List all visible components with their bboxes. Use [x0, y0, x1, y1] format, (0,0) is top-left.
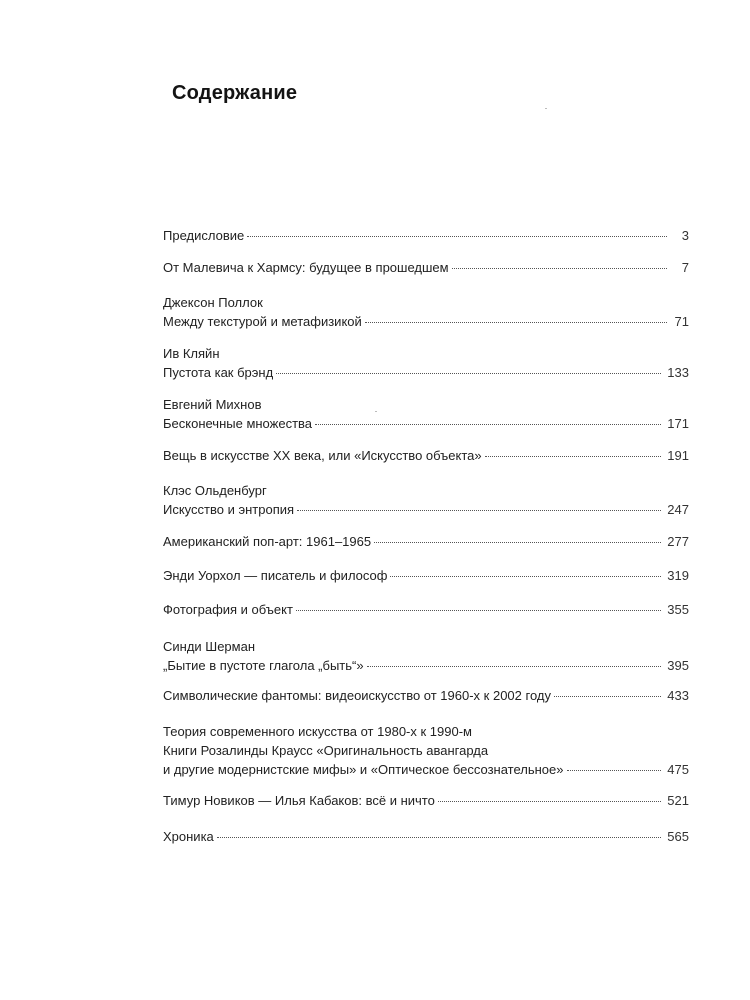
toc-entry-line [163, 827, 689, 846]
toc-entry-subline [163, 741, 689, 760]
toc-page-number: 3 [681, 228, 689, 243]
toc-page-number: 521 [667, 793, 689, 808]
dot-leader [554, 695, 661, 697]
toc-entry-line [163, 791, 689, 810]
dot-leader [217, 836, 662, 838]
toc-entry-line [163, 656, 689, 675]
toc-entry-title: Фотография и объект [163, 602, 293, 617]
toc-entry-author [163, 293, 689, 312]
toc-entry-title: Хроника [163, 829, 214, 844]
toc-page-number: 133 [667, 365, 689, 380]
dot-leader [390, 575, 661, 577]
toc-entry-line [163, 686, 689, 705]
toc-entry-subtitle: Книги Розалинды Краусс «Оригинальность авангарда [163, 743, 489, 758]
toc-page-number: 355 [667, 602, 689, 617]
toc-entry [163, 686, 689, 705]
dot-leader [452, 267, 667, 269]
dot-leader [485, 455, 662, 457]
toc-page-number: 191 [667, 448, 689, 463]
toc-entry [163, 344, 689, 382]
toc-entry-title: Символические фантомы: видеоискусство от 1960-х к 2002 году [163, 688, 551, 703]
toc-page-number: 565 [667, 829, 689, 844]
dot-leader [367, 665, 662, 667]
toc-entry-author [163, 481, 689, 500]
toc-entry-author-name: Евгений Михнов [163, 397, 262, 412]
toc-page-number: 171 [667, 416, 689, 431]
toc-entry-line [163, 226, 689, 245]
toc-entry-title: и другие модернистские мифы» и «Оптическое бессознательное» [163, 762, 564, 777]
toc-entry-line [163, 414, 689, 433]
toc-entry-heading [163, 722, 689, 741]
toc-page-number: 71 [674, 314, 689, 329]
toc-entry-line [163, 258, 689, 277]
toc-entry-title: Вещь в искусстве XX века, или «Искусство объекта» [163, 448, 482, 463]
toc-entry [163, 532, 689, 551]
toc-entry [163, 226, 689, 245]
dot-leader [365, 321, 667, 323]
toc-page-number: 433 [667, 688, 689, 703]
toc-entry-author-name: Ив Кляйн [163, 346, 220, 361]
toc-entry-title: Тимур Новиков — Илья Кабаков: всё и ничто [163, 793, 435, 808]
page-title: Содержание [172, 82, 298, 104]
toc-entry-title: От Малевича к Хармсу: будущее в прошедшем [163, 260, 449, 275]
toc-entry-title: Пустота как брэнд [163, 365, 274, 380]
toc-entry [163, 293, 689, 331]
toc-entry [163, 637, 689, 675]
toc-entry-line [163, 532, 689, 551]
toc-entry [163, 722, 689, 779]
toc-page-number: 7 [681, 260, 689, 275]
dot-leader [315, 423, 661, 425]
table-of-contents [163, 0, 689, 1000]
dot-leader [247, 235, 667, 237]
toc-page-number: 277 [667, 534, 689, 549]
toc-entry-line [163, 446, 689, 465]
dot-leader [297, 509, 661, 511]
toc-entry-title: Энди Уорхол — писатель и философ [163, 568, 388, 583]
toc-entry-author-name: Джексон Поллок [163, 295, 263, 310]
toc-entry-title: Бесконечные множества [163, 416, 313, 431]
dot-leader [296, 609, 661, 611]
toc-entry [163, 600, 689, 619]
toc-entry-title: Искусство и энтропия [163, 502, 295, 517]
toc-entry [163, 791, 689, 810]
toc-entry-title: Предисловие [163, 228, 245, 243]
toc-entry-author-name: Синди Шерман [163, 639, 256, 654]
toc-entry-title: Между текстурой и метафизикой [163, 314, 362, 329]
toc-entry-line [163, 760, 689, 779]
toc-entry-line [163, 566, 689, 585]
scan-speck [545, 108, 547, 109]
toc-entry [163, 827, 689, 846]
toc-entry [163, 395, 689, 433]
toc-page-number: 475 [667, 762, 689, 777]
toc-page-number: 247 [667, 502, 689, 517]
toc-entry [163, 566, 689, 585]
dot-leader [374, 541, 661, 543]
toc-entry-heading-text: Теория современного искусства от 1980-х к 1990-м [163, 724, 472, 739]
dot-leader [276, 372, 661, 374]
dot-leader [567, 769, 662, 771]
toc-entry-author [163, 637, 689, 656]
toc-entry-title: „Бытие в пустоте глагола „быть“» [163, 658, 364, 673]
toc-page-number: 319 [667, 568, 689, 583]
toc-entry-line [163, 600, 689, 619]
toc-entry-author [163, 344, 689, 363]
toc-entry-line [163, 500, 689, 519]
scan-speck [375, 411, 377, 412]
toc-entry-author-name: Клэс Ольденбург [163, 483, 267, 498]
toc-entry [163, 481, 689, 519]
toc-entry-author [163, 395, 689, 414]
toc-entry-title: Американский поп-арт: 1961–1965 [163, 534, 372, 549]
toc-entry-line [163, 312, 689, 331]
toc-page-number: 395 [667, 658, 689, 673]
toc-entry [163, 446, 689, 465]
toc-entry [163, 258, 689, 277]
dot-leader [438, 800, 661, 802]
toc-entry-line [163, 363, 689, 382]
